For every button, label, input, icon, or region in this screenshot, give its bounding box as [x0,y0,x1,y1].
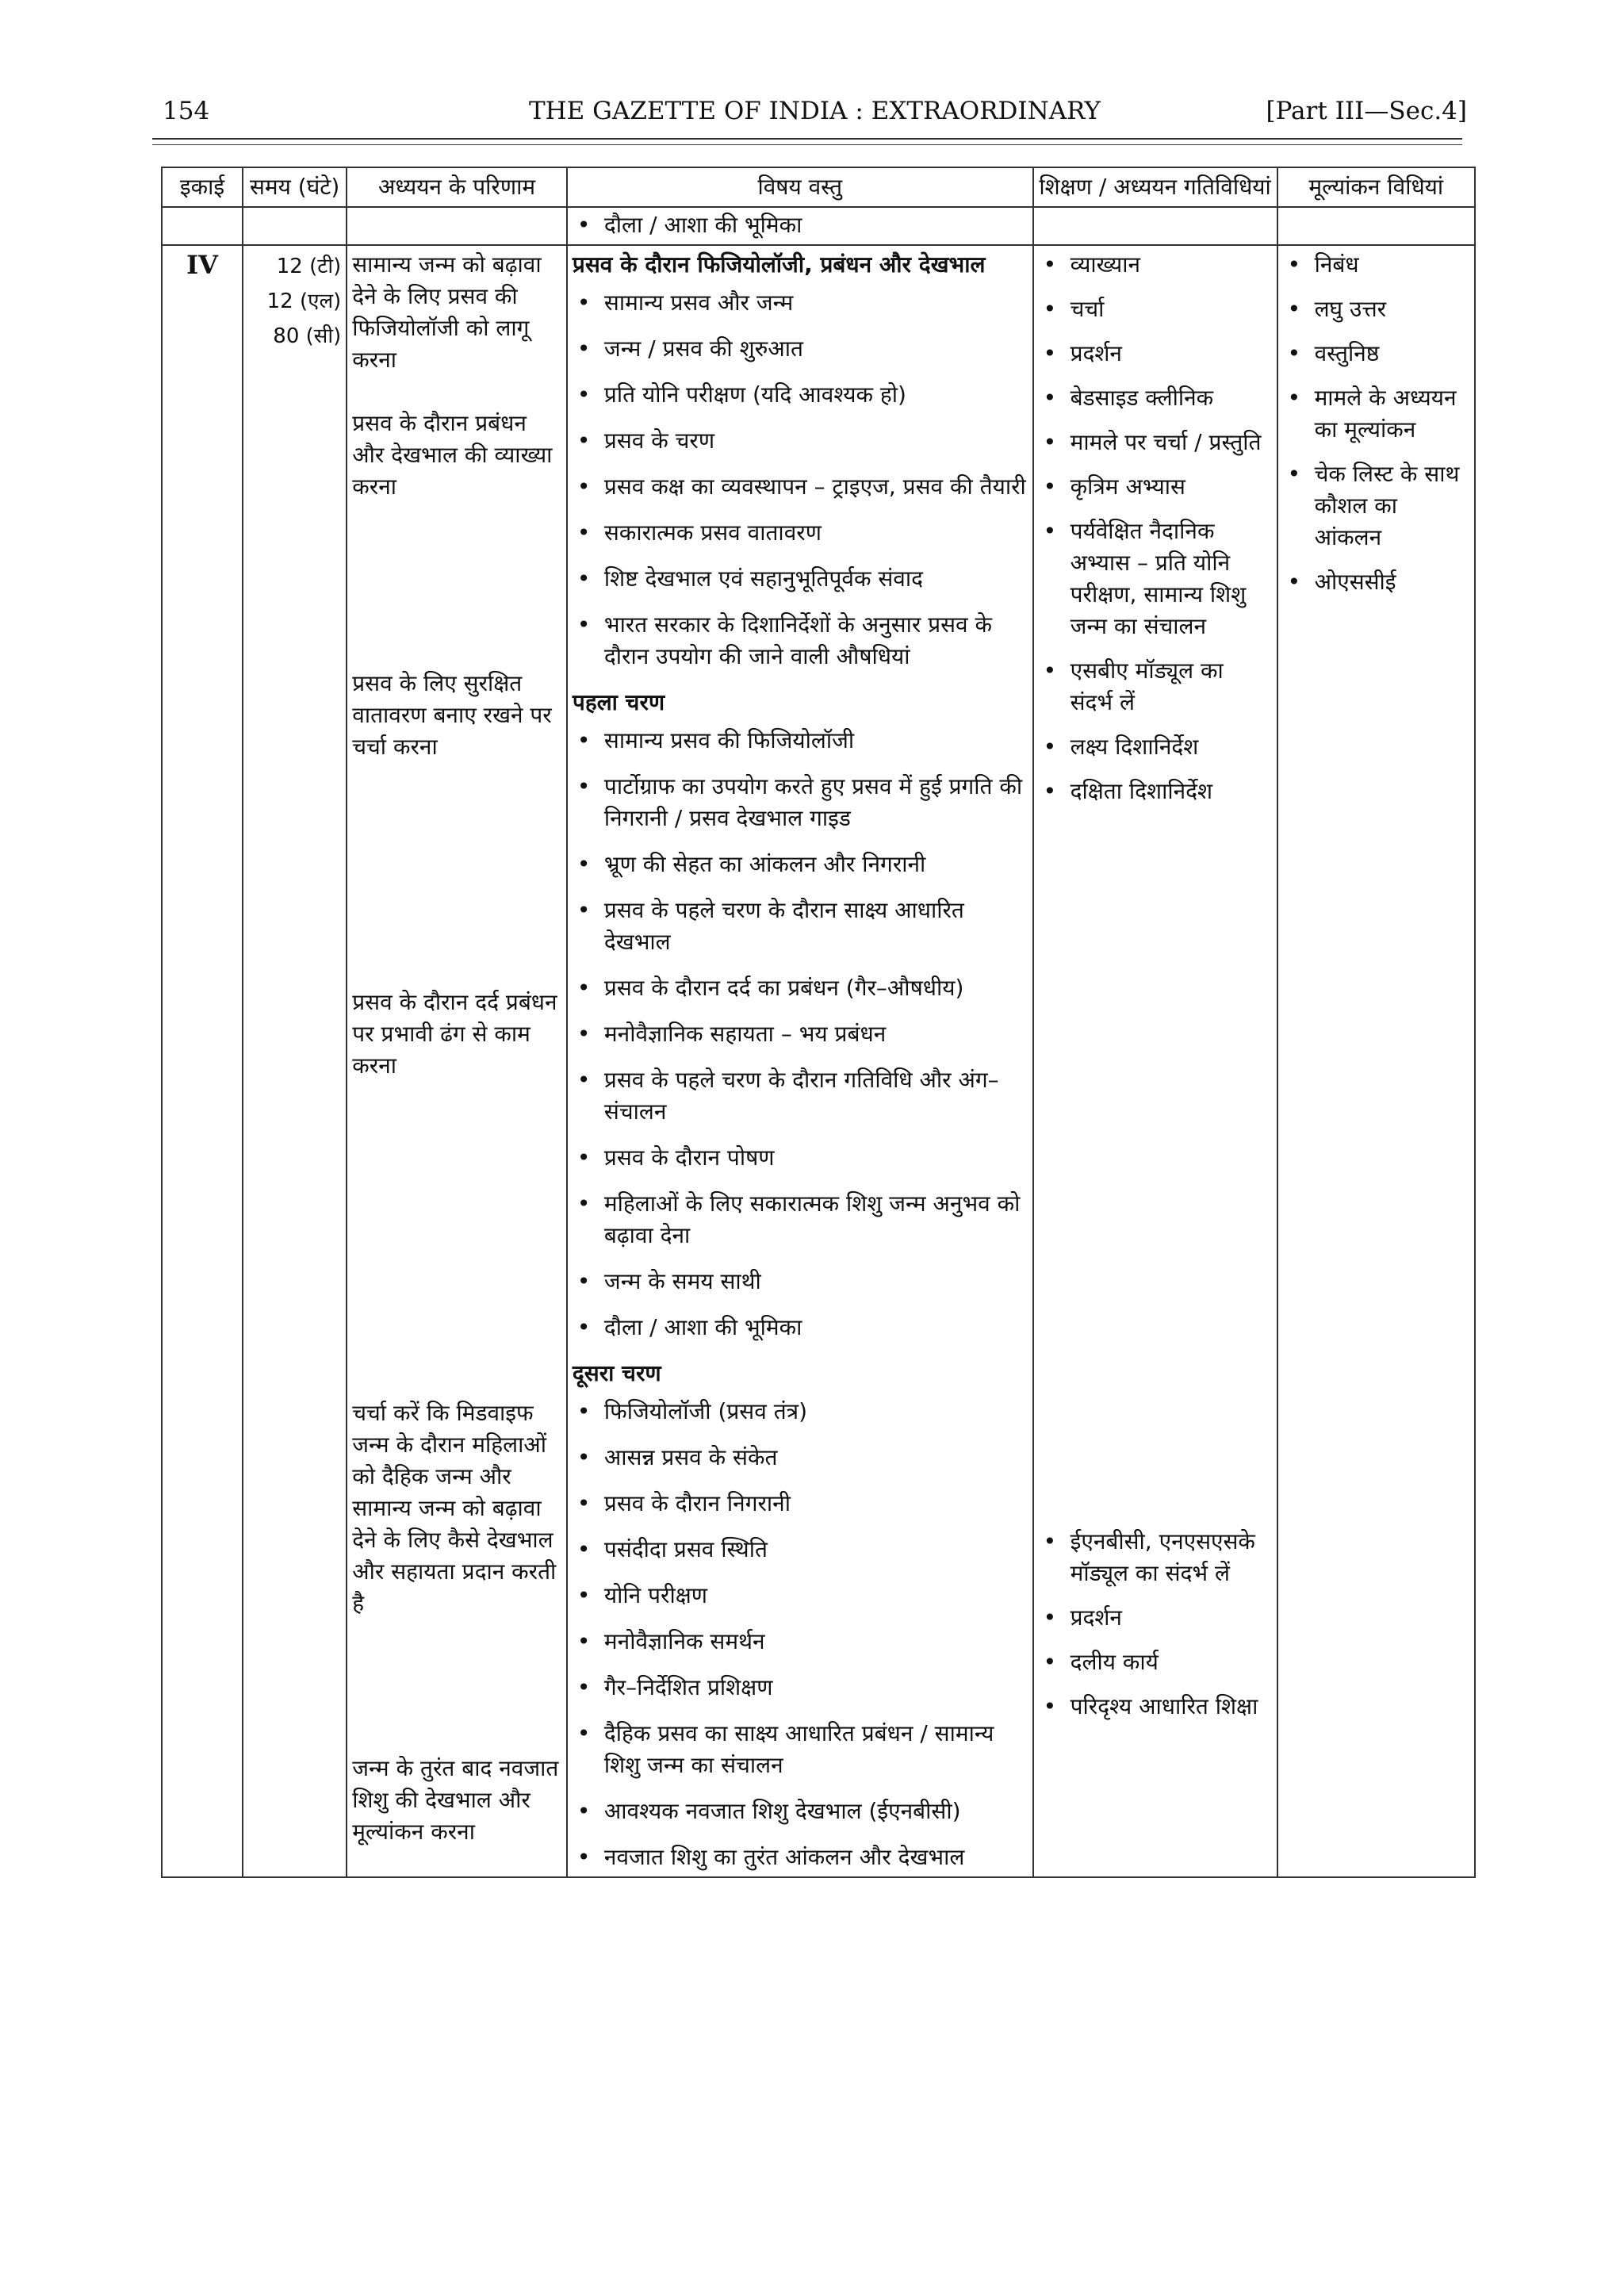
list-item: • महिलाओं के लिए सकारात्मक शिशु जन्म अनुभव को बढ़ावा देना [573,1188,1028,1251]
col-header-unit: इकाई [162,167,243,207]
list-item: • पर्यवेक्षित नैदानिक अभ्यास – प्रति योनि परीक्षण, सामान्य शिशु जन्म का संचालन [1039,516,1272,642]
list-item: • फिजियोलॉजी (प्रसव तंत्र) [573,1396,1028,1428]
list-item: • शिष्ट देखभाल एवं सहानुभूतिपूर्वक संवाद [573,563,1028,595]
list-item: • सकारात्मक प्रसव वातावरण [573,517,1028,549]
list-item: • मनोवैज्ञानिक सहायता – भय प्रबंधन [573,1018,1028,1050]
list-item: • वस्तुनिष्ठ [1283,338,1469,370]
time-clinical: 80 (सी) [273,324,342,348]
list-item: • प्रसव कक्ष का व्यवस्थापन – ट्राइएज, प्रसव की तैयारी [573,471,1028,503]
list-item: • सामान्य प्रसव और जन्म [573,287,1028,319]
unit-number: IV [162,245,243,1877]
outcomes-cell [347,245,567,1877]
list-item: • कृत्रिम अभ्यास [1039,471,1272,503]
outcome-text: सामान्य जन्म को बढ़ावा देने के लिए प्रसव की फिजियोलॉजी को लागू करना [352,251,542,373]
list-item: • प्रदर्शन [1039,338,1272,370]
list-item: • एसबीए मॉड्यूल का संदर्भ लें [1039,655,1272,719]
col-header-activities: शिक्षण / अध्ययन गतिविधियां [1033,167,1277,207]
section-heading: प्रसव के दौरान फिजियोलॉजी, प्रबंधन और देखभाल [572,251,986,278]
assessment-list [1283,249,1469,598]
list-item: • प्रसव के दौरान दर्द का प्रबंधन (गैर–औषधीय) [573,972,1028,1004]
list-item: • दैहिक प्रसव का साक्ष्य आधारित प्रबंधन / सामान्य शिशु जन्म का संचालन [573,1718,1028,1781]
list-item: • मनोवैज्ञानिक समर्थन [573,1626,1028,1658]
list-item: • प्रदर्शन [1039,1602,1272,1634]
list-item: • ईएनबीसी, एनएसएसके मॉड्यूल का संदर्भ लें [1039,1526,1272,1589]
assessment-cell [1277,245,1475,1877]
list-item: • पार्टोग्राफ का उपयोग करते हुए प्रसव में हुई प्रगति की निगरानी / प्रसव देखभाल गाइड [573,771,1028,834]
time-cell [243,245,347,1877]
list-item: • गैर–निर्देशित प्रशिक्षण [573,1672,1028,1704]
list-item: • योनि परीक्षण [573,1580,1028,1612]
section-heading: पहला चरण [572,689,665,715]
list-item: • आवश्यक नवजात शिशु देखभाल (ईएनबीसी) [573,1796,1028,1827]
col-header-assessment: मूल्यांकन विधियां [1277,167,1475,207]
activities-list [1039,249,1272,807]
page-number: 154 [163,97,210,125]
list-item: • दौला / आशा की भूमिका [573,1312,1028,1343]
list-item: • दक्षिता दिशानिर्देश [1039,776,1272,807]
col-header-content: विषय वस्तु [567,167,1033,207]
content-list-main [573,287,1028,673]
list-item: • मामले के अध्ययन का मूल्यांकन [1283,382,1469,446]
list-item: • प्रसव के दौरान निगरानी [573,1488,1028,1520]
list-item: • नवजात शिशु का तुरंत आंकलन और देखभाल [573,1842,1028,1873]
unit-iv-row [162,245,1475,1877]
list-item: • प्रति योनि परीक्षण (यदि आवश्यक हो) [573,379,1028,411]
outcome-text: चर्चा करें कि मिडवाइफ जन्म के दौरान महिलाओं को दैहिक जन्म और सामान्य जन्म को बढ़ावा देने के लिए कैसे देखभाल और सहायता प्रदान करती है [352,1400,557,1616]
time-lab: 12 (एल) [266,289,342,313]
list-item: • प्रसव के पहले चरण के दौरान साक्ष्य आधारित देखभाल [573,895,1028,958]
col-header-outcomes: अध्ययन के परिणाम [347,167,567,207]
list-item: • दौला / आशा की भूमिका [573,209,1028,241]
outcome-text: प्रसव के दौरान प्रबंधन और देखभाल की व्याख्या करना [352,410,553,500]
list-item: • चर्चा [1039,293,1272,325]
list-item: • जन्म के समय साथी [573,1266,1028,1297]
list-item: • सामान्य प्रसव की फिजियोलॉजी [573,725,1028,757]
list-item: • लक्ष्य दिशानिर्देश [1039,731,1272,763]
activities-cell [1033,245,1277,1877]
list-item: • पसंदीदा प्रसव स्थिति [573,1534,1028,1566]
header-rule [152,138,1462,140]
list-item: • लघु उत्तर [1283,293,1469,325]
header-rule-thin [152,144,1462,145]
outcome-text: प्रसव के लिए सुरक्षित वातावरण बनाए रखने पर चर्चा करना [352,670,552,760]
section-heading: दूसरा चरण [572,1360,661,1386]
list-item: • ओएससीई [1283,566,1469,598]
list-item: • परिदृश्य आधारित शिक्षा [1039,1691,1272,1723]
continuation-row [162,207,1475,245]
list-item: • भ्रूण की सेहत का आंकलन और निगरानी [573,849,1028,880]
activities-list-2 [1039,1526,1272,1723]
list-item: • आसन्न प्रसव के संकेत [573,1442,1028,1474]
content-list-first-stage [573,725,1028,1343]
list-item: • जन्म / प्रसव की शुरुआत [573,333,1028,365]
content-list-second-stage [573,1396,1028,1873]
page-header [163,97,1467,136]
gazette-title: THE GAZETTE OF INDIA : EXTRAORDINARY [528,97,1101,125]
list-item: • भारत सरकार के दिशानिर्देशों के अनुसार प्रसव के दौरान उपयोग की जाने वाली औषधियां [573,609,1028,673]
list-item: • प्रसव के दौरान पोषण [573,1142,1028,1174]
list-item: • निबंध [1283,249,1469,281]
content-cell [567,245,1033,1877]
outcome-text: प्रसव के दौरान दर्द प्रबंधन पर प्रभावी ढंग से काम करना [352,989,557,1079]
list-item: • दलीय कार्य [1039,1646,1272,1678]
list-item: • बेडसाइड क्लीनिक [1039,382,1272,414]
col-header-time: समय (घंटे) [243,167,347,207]
list-item: • चेक लिस्ट के साथ कौशल का आंकलन [1283,458,1469,554]
part-section: [Part III—Sec.4] [1266,97,1467,125]
list-item: • प्रसव के पहले चरण के दौरान गतिविधि और अंग–संचालन [573,1064,1028,1128]
time-theory: 12 (टी) [276,255,342,278]
list-item: • मामले पर चर्चा / प्रस्तुति [1039,427,1272,458]
syllabus-table [161,167,1476,1878]
outcome-text: जन्म के तुरंत बाद नवजात शिशु की देखभाल और मूल्यांकन करना [352,1755,559,1845]
list-item: • व्याख्यान [1039,249,1272,281]
table-header-row [162,167,1475,207]
list-item: • प्रसव के चरण [573,425,1028,457]
